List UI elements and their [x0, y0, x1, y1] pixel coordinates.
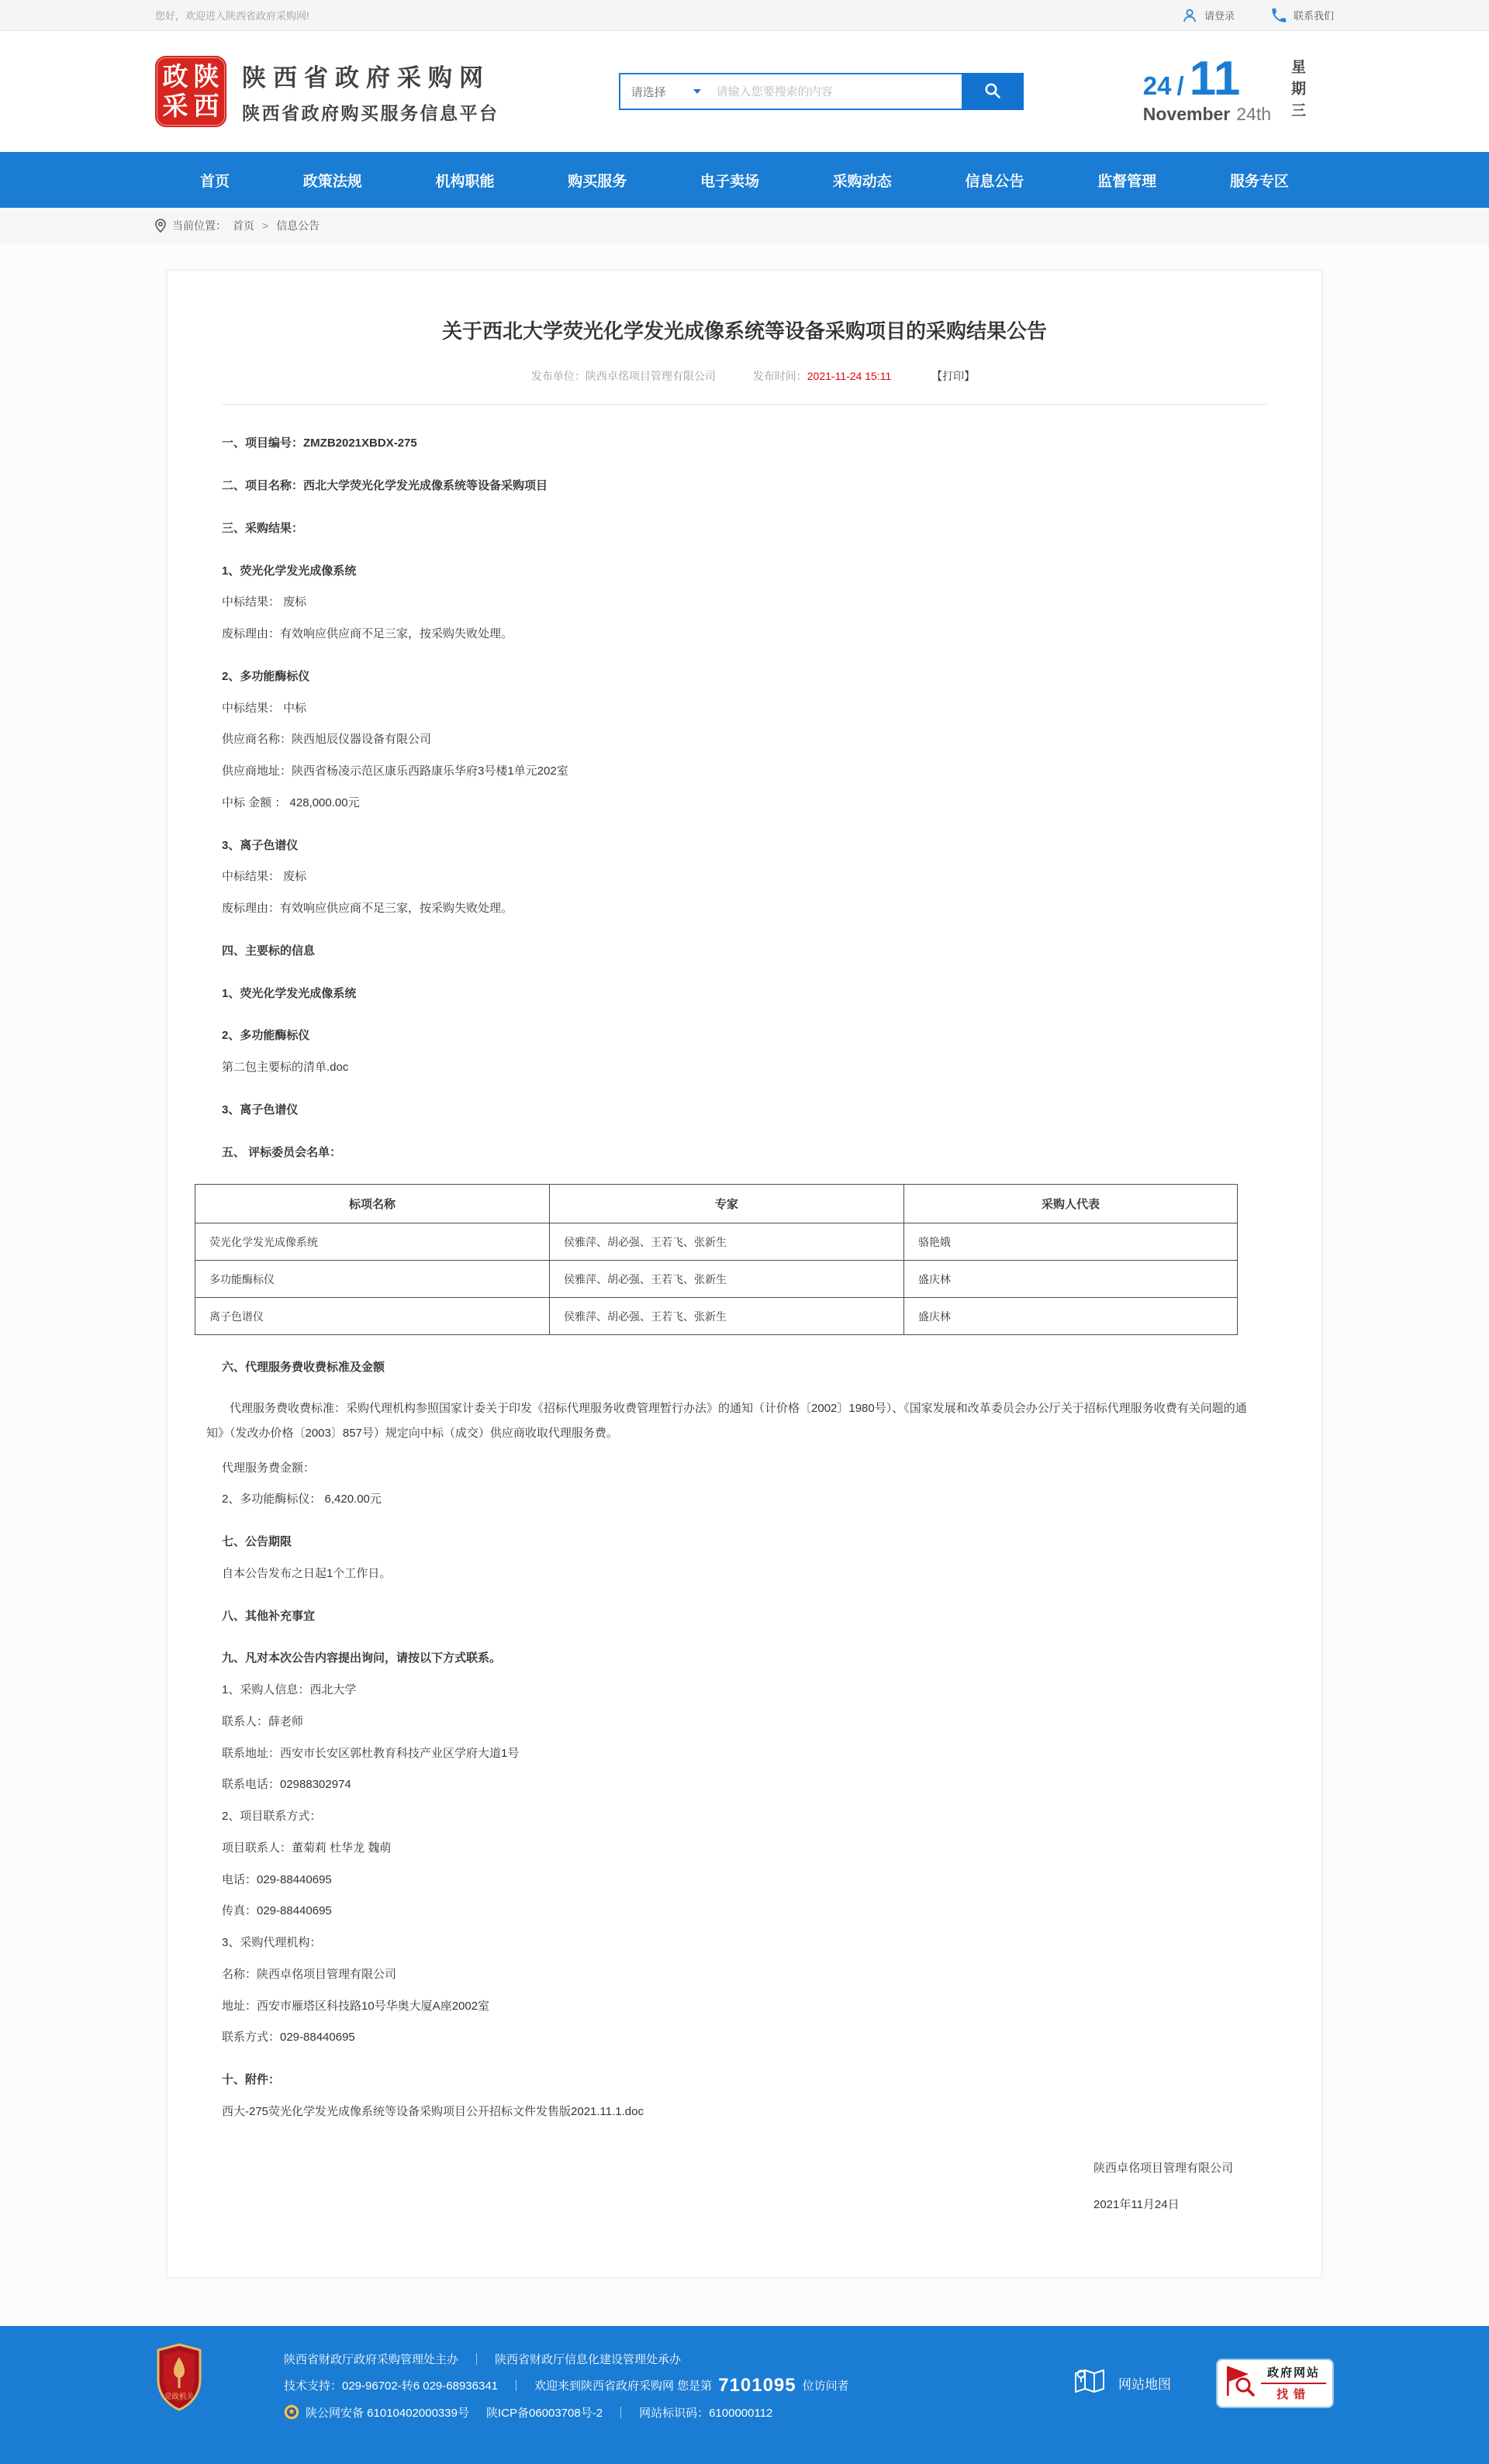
column-header-experts: 专家	[549, 1185, 903, 1223]
date-ordinal: 24th	[1236, 103, 1271, 124]
article-paragraph: 1、荧光化学发光成像系统	[222, 986, 357, 1000]
article-paragraph: 八、其他补充事宜	[222, 1609, 316, 1623]
flag-magnifier-icon	[1224, 2364, 1256, 2402]
article-paragraph: 2、多功能酶标仪	[222, 669, 310, 683]
article-paragraph: 九、凡对本次公告内容提出询问，请按以下方式联系。	[222, 1651, 502, 1665]
contact-link[interactable]	[1270, 7, 1334, 24]
table-row	[195, 1298, 1238, 1335]
article-paragraph: 七、公告期限	[222, 1535, 292, 1549]
nav-item[interactable]: 电子卖场	[700, 173, 759, 190]
article-paragraph: 二、项目名称：西北大学荧光化学发光成像系统等设备采购项目	[222, 479, 548, 493]
find-badge-title: 政府网站	[1266, 2366, 1320, 2380]
print-button[interactable]: 【打印】	[931, 370, 976, 383]
publisher-label: 发布单位：	[530, 370, 586, 383]
nav-item[interactable]: 购买服务	[568, 173, 627, 190]
main-nav	[0, 152, 1489, 208]
article-paragraph: 中标结果： 废标	[222, 870, 307, 884]
article-paragraph: 供应商地址：陕西省杨凌示范区康乐西路康乐华府3号楼1单元202室	[222, 764, 568, 778]
nav-item[interactable]: 服务专区	[1229, 173, 1289, 190]
publisher-value: 陕西卓佲项目管理有限公司	[585, 370, 716, 383]
article-paragraph: 供应商名称：陕西旭辰仪器设备有限公司	[222, 733, 432, 747]
visitor-count: 7101095	[718, 2374, 796, 2396]
article-paragraph: 传真：029-88440695	[222, 1904, 332, 1918]
footer-beian[interactable]: 陕公网安备 61010402000339号	[306, 2406, 469, 2420]
article-paragraph: 2、多功能酶标仪	[222, 1029, 310, 1043]
police-badge-icon	[284, 2404, 299, 2420]
column-header-purchaser-rep: 采购人代表	[903, 1185, 1237, 1223]
footer-line-3: 陕公网安备 61010402000339号 陕ICP备06003708号-2 ｜ 网站标识码：6100000112	[284, 2404, 1072, 2421]
article-paragraph: 中标 金额 ： 428,000.00元	[222, 795, 360, 809]
site-title: 陕西省政府采购网	[242, 64, 490, 91]
chevron-down-icon	[693, 89, 701, 94]
signature-company: 陕西卓佲项目管理有限公司	[1093, 2161, 1233, 2175]
search-icon	[983, 81, 1002, 102]
footer-text-block	[284, 2343, 1072, 2428]
signature-date: 2021年11月24日	[1093, 2197, 1180, 2211]
article-paragraph: 项目联系人：董菊莉 杜华龙 魏萌	[222, 1841, 392, 1855]
logo-char: 政	[162, 62, 188, 91]
footer-line-2: 技术支持：029-96702-转6 029-68936341 ｜ 欢迎来到陕西省政府采购网 您是第 7101095 位访问者	[284, 2374, 849, 2396]
login-link[interactable]	[1181, 7, 1235, 24]
article-paragraph: 1、采购人信息：西北大学	[222, 1683, 357, 1697]
logo-char: 陕	[193, 62, 219, 91]
search-input[interactable]	[710, 74, 962, 109]
main-area	[0, 243, 1489, 2326]
sitemap-link[interactable]	[1072, 2365, 1171, 2401]
cell-experts: 侯雅萍、胡必强、王若飞、张新生	[549, 1261, 903, 1298]
article-paragraph[interactable]: 第二包主要标的清单.doc	[222, 1061, 349, 1075]
logo-char: 西	[193, 91, 219, 120]
cell-item-name: 荧光化学发光成像系统	[195, 1223, 550, 1261]
footer-site-code: 网站标识码：6100000112	[639, 2406, 773, 2420]
site-header	[0, 31, 1489, 152]
article-paragraph: 联系人：薛老师	[222, 1714, 304, 1728]
article-paragraph: 十、附件：	[222, 2073, 281, 2087]
article-paragraph: 中标结果： 中标	[222, 701, 307, 715]
breadcrumb-current[interactable]: 信息公告	[276, 219, 320, 232]
table-header-row	[195, 1185, 1238, 1223]
breadcrumb-home[interactable]: 首页	[233, 219, 254, 232]
nav-item[interactable]: 信息公告	[965, 173, 1024, 190]
article-card	[167, 270, 1322, 2278]
article-paragraph: 1、荧光化学发光成像系统	[222, 564, 357, 578]
nav-item[interactable]: 首页	[200, 173, 230, 190]
publish-time-value: 2021-11-24 15:11	[807, 370, 892, 383]
article-paragraph: 地址：西安市雁塔区科技路10号华奥大厦A座2002室	[222, 1999, 490, 2013]
article-paragraph: 自本公告发布之日起1个工作日。	[222, 1566, 392, 1580]
article-paragraph: 中标结果： 废标	[222, 595, 307, 609]
search-category-select[interactable]	[620, 74, 710, 109]
cell-item-name: 多功能酶标仪	[195, 1261, 550, 1298]
article-paragraph: 代理服务费金额：	[222, 1461, 316, 1475]
article-paragraph: 废标理由：有效响应供应商不足三家，按采购失败处理。	[222, 902, 513, 916]
date-month-name: November	[1142, 103, 1231, 124]
breadcrumb-bar	[0, 208, 1489, 243]
page-title: 关于西北大学荧光化学发光成像系统等设备采购项目的采购结果公告	[441, 319, 1047, 343]
party-government-shield-icon	[155, 2343, 203, 2415]
map-icon	[1072, 2365, 1107, 2401]
contact-label: 联系我们	[1293, 10, 1334, 22]
cell-item-name: 离子色谱仪	[195, 1298, 550, 1335]
footer-line-1: 陕西省财政厅政府采购管理处主办 ｜ 陕西省财政厅信息化建设管理处承办	[284, 2351, 1072, 2367]
footer-organizer: 陕西省财政厅政府采购管理处主办	[284, 2352, 459, 2366]
footer-co-organizer: 陕西省财政厅信息化建设管理处承办	[495, 2352, 682, 2366]
article-paragraph: 电话：029-88440695	[222, 1872, 332, 1886]
topbar	[0, 0, 1489, 31]
search-select-label: 请选择	[630, 85, 666, 99]
nav-item[interactable]: 机构职能	[435, 173, 495, 190]
article-meta	[222, 368, 1267, 405]
footer-icp[interactable]: 陕ICP备06003708号-2	[485, 2406, 603, 2420]
find-badge-subtitle: 找错	[1261, 2383, 1326, 2402]
table-row	[195, 1223, 1238, 1261]
breadcrumb-prefix: 当前位置：	[172, 219, 226, 232]
column-header-item: 标项名称	[195, 1185, 550, 1223]
logo-char: 采	[162, 91, 188, 120]
phone-icon	[1270, 7, 1287, 24]
article-body	[206, 434, 1267, 2211]
login-label: 请登录	[1204, 10, 1235, 22]
search-button[interactable]	[962, 73, 1024, 110]
cell-experts: 侯雅萍、胡必强、王若飞、张新生	[549, 1223, 903, 1261]
committee-table	[195, 1184, 1238, 1335]
site-subtitle: 陕西省政府购买服务信息平台	[242, 103, 499, 123]
article-paragraph: 一、项目编号：ZMZB2021XBDX-275	[222, 437, 417, 450]
date-weekday: 星期三	[1289, 59, 1305, 124]
article-paragraph: 3、采购代理机构：	[222, 1936, 322, 1950]
article-paragraph: 三、采购结果：	[222, 521, 304, 535]
article-paragraph: 联系电话：02988302974	[222, 1778, 351, 1792]
article-paragraph: 五、 评标委员会名单：	[222, 1145, 342, 1159]
footer	[0, 2326, 1489, 2464]
welcome-text: 您好，欢迎进入陕西省政府采购网!	[155, 10, 309, 22]
footer-tech-support: 技术支持：029-96702-转6 029-68936341	[284, 2379, 498, 2393]
user-icon	[1181, 7, 1198, 24]
location-pin-icon	[155, 219, 166, 233]
article-paragraph: 联系方式：029-88440695	[222, 2031, 355, 2045]
table-row	[195, 1261, 1238, 1298]
article-paragraph: 联系地址：西安市长安区郭杜教育科技产业区学府大道1号	[222, 1746, 520, 1760]
nav-item[interactable]: 监督管理	[1097, 173, 1157, 190]
article-paragraph: 代理服务费收费标准：采购代理机构参照国家计委关于印发《招标代理服务收费管理暂行办法》的通知（计价格〔2002〕1980号）、《国家发展和改革委员会办公厅关于招标代理服务收费有关问题的通知》（发改办价格〔2003〕857号）规定向中标（成交）供应商收取代理服务费。	[206, 1402, 1247, 1441]
footer-visitor-text: 欢迎来到陕西省政府采购网 您是第	[534, 2379, 713, 2393]
date-day: 24	[1142, 71, 1172, 100]
article-paragraph: 名称：陕西卓佲项目管理有限公司	[222, 1967, 397, 1981]
breadcrumb-separator: >	[262, 219, 269, 232]
signature-block	[222, 2159, 1267, 2212]
footer-visitor-suffix: 位访问者	[802, 2379, 849, 2393]
nav-item[interactable]: 政策法规	[302, 173, 362, 190]
cell-purchaser-rep: 盛庆林	[903, 1261, 1237, 1298]
article-paragraph: 废标理由：有效响应供应商不足三家，按采购失败处理。	[222, 627, 513, 641]
date-slash: /	[1176, 71, 1184, 100]
cell-purchaser-rep: 骆艳娥	[903, 1223, 1237, 1261]
article-paragraph: 2、多功能酶标仪： 6,420.00元	[222, 1493, 382, 1506]
cell-experts: 侯雅萍、胡必强、王若飞、张新生	[549, 1298, 903, 1335]
article-paragraph: 六、代理服务费收费标准及金额	[222, 1361, 385, 1375]
site-brand[interactable]	[155, 56, 499, 127]
article-paragraph[interactable]: 西大-275荧光化学发光成像系统等设备采购项目公开招标文件发售版2021.11.1.doc	[222, 2104, 644, 2118]
publish-time-label: 发布时间：	[752, 370, 807, 383]
date-month-number: 11	[1189, 51, 1241, 105]
nav-item[interactable]: 采购动态	[832, 173, 892, 190]
sitemap-label: 网站地图	[1118, 2377, 1171, 2393]
date-widget	[1142, 51, 1334, 125]
gov-site-error-report-badge[interactable]	[1216, 2359, 1334, 2408]
article-paragraph: 2、项目联系方式：	[222, 1810, 322, 1824]
site-logo	[155, 56, 226, 127]
cell-purchaser-rep: 盛庆林	[903, 1298, 1237, 1335]
search-bar	[619, 73, 1024, 110]
svg-text:党政机关: 党政机关	[164, 2392, 195, 2401]
article-paragraph: 四、主要标的信息	[222, 944, 316, 958]
article-paragraph: 3、离子色谱仪	[222, 1103, 299, 1116]
article-paragraph: 3、离子色谱仪	[222, 838, 299, 852]
